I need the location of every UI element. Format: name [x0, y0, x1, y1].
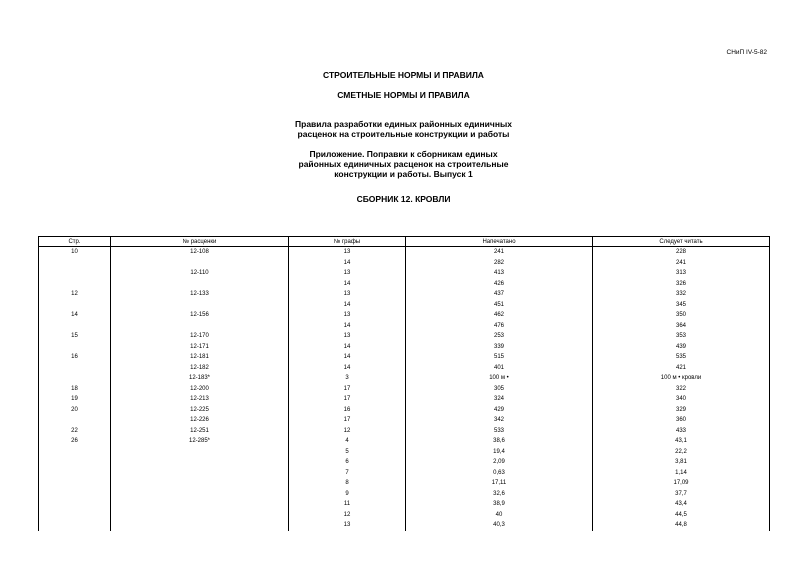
cell-should-read: 326 — [593, 279, 770, 290]
table-row — [39, 268, 770, 279]
cell-rate — [111, 258, 289, 269]
cell-should-read: 360 — [593, 415, 770, 426]
cell-should-read: 535 — [593, 352, 770, 363]
cell-column: 4 — [289, 436, 406, 447]
cell-rate — [111, 478, 289, 489]
cell-printed: 476 — [406, 321, 593, 332]
table-row — [39, 426, 770, 437]
rules-heading — [0, 119, 807, 139]
cell-rate — [111, 447, 289, 458]
title-line: СТРОИТЕЛЬНЫЕ НОРМЫ И ПРАВИЛА — [323, 70, 484, 80]
cell-page: 12 — [39, 289, 111, 300]
table-row — [39, 499, 770, 510]
cell-column: 17 — [289, 384, 406, 395]
table-row — [39, 489, 770, 500]
cell-column: 13 — [289, 268, 406, 279]
cell-column: 17 — [289, 415, 406, 426]
cell-should-read: 329 — [593, 405, 770, 416]
table-row — [39, 363, 770, 374]
cell-column: 14 — [289, 363, 406, 374]
table-body — [39, 247, 770, 531]
cell-page — [39, 415, 111, 426]
cell-rate — [111, 300, 289, 311]
table-row — [39, 510, 770, 521]
cell-page: 20 — [39, 405, 111, 416]
cell-printed: 305 — [406, 384, 593, 395]
doc-subtitle — [0, 90, 807, 100]
cell-should-read: 44,5 — [593, 510, 770, 521]
cell-rate: 12-226 — [111, 415, 289, 426]
table-row — [39, 405, 770, 416]
table-row — [39, 289, 770, 300]
cell-rate: 12-108 — [111, 247, 289, 258]
cell-should-read: 313 — [593, 268, 770, 279]
cell-column: 7 — [289, 468, 406, 479]
cell-should-read: 364 — [593, 321, 770, 332]
cell-page — [39, 520, 111, 531]
cell-rate — [111, 457, 289, 468]
table-row — [39, 331, 770, 342]
cell-rate: 12-225 — [111, 405, 289, 416]
cell-should-read: 43,4 — [593, 499, 770, 510]
cell-rate: 12-171 — [111, 342, 289, 353]
cell-should-read: 340 — [593, 394, 770, 405]
cell-should-read: 350 — [593, 310, 770, 321]
corrections-table — [38, 236, 770, 531]
rules-line: Правила разработки единых районных единичных — [295, 119, 512, 129]
collection-heading — [0, 194, 807, 204]
table-row — [39, 436, 770, 447]
cell-page — [39, 268, 111, 279]
cell-page — [39, 373, 111, 384]
cell-should-read: 353 — [593, 331, 770, 342]
cell-rate: 12-285* — [111, 436, 289, 447]
cell-printed: 515 — [406, 352, 593, 363]
cell-printed: 2,09 — [406, 457, 593, 468]
table-row — [39, 258, 770, 269]
doc-title — [0, 70, 807, 80]
cell-should-read: 17,09 — [593, 478, 770, 489]
cell-page — [39, 447, 111, 458]
cell-column: 14 — [289, 300, 406, 311]
cell-page: 19 — [39, 394, 111, 405]
cell-printed: 429 — [406, 405, 593, 416]
cell-rate: 12-170 — [111, 331, 289, 342]
cell-should-read: 3,81 — [593, 457, 770, 468]
cell-should-read: 421 — [593, 363, 770, 374]
table-row — [39, 310, 770, 321]
col-header-page: Стр. — [39, 237, 111, 247]
cell-page — [39, 478, 111, 489]
cell-rate: 12-110 — [111, 268, 289, 279]
cell-page — [39, 468, 111, 479]
cell-printed: 462 — [406, 310, 593, 321]
cell-should-read: 345 — [593, 300, 770, 311]
cell-column: 14 — [289, 352, 406, 363]
cell-page — [39, 363, 111, 374]
cell-page — [39, 342, 111, 353]
table-row — [39, 447, 770, 458]
cell-printed: 38,9 — [406, 499, 593, 510]
cell-should-read: 433 — [593, 426, 770, 437]
appendix-line: Приложение. Поправки к сборникам единых — [309, 149, 498, 159]
cell-page: 22 — [39, 426, 111, 437]
cell-rate: 12-182 — [111, 363, 289, 374]
cell-column: 13 — [289, 247, 406, 258]
cell-page: 10 — [39, 247, 111, 258]
table-row — [39, 279, 770, 290]
cell-should-read: 37,7 — [593, 489, 770, 500]
cell-column: 12 — [289, 426, 406, 437]
table-row — [39, 300, 770, 311]
cell-printed: 451 — [406, 300, 593, 311]
cell-rate: 12-181 — [111, 352, 289, 363]
cell-column: 8 — [289, 478, 406, 489]
cell-column: 13 — [289, 289, 406, 300]
appendix-line: районных единичных расценок на строительные — [298, 159, 509, 169]
col-header-printed: Напечатано — [406, 237, 593, 247]
cell-page: 18 — [39, 384, 111, 395]
cell-should-read: 332 — [593, 289, 770, 300]
rules-line: расценок на строительные конструкции и работы — [297, 129, 510, 139]
cell-rate — [111, 321, 289, 332]
cell-page: 15 — [39, 331, 111, 342]
cell-should-read: 228 — [593, 247, 770, 258]
cell-rate — [111, 489, 289, 500]
table-header-row — [39, 237, 770, 247]
cell-page — [39, 510, 111, 521]
cell-printed: 40 — [406, 510, 593, 521]
table-row — [39, 373, 770, 384]
appendix-heading — [0, 149, 807, 179]
cell-printed: 40,3 — [406, 520, 593, 531]
cell-rate: 12-251 — [111, 426, 289, 437]
cell-column: 13 — [289, 331, 406, 342]
cell-rate — [111, 520, 289, 531]
cell-printed: 413 — [406, 268, 593, 279]
cell-page — [39, 300, 111, 311]
cell-page — [39, 499, 111, 510]
table-row — [39, 520, 770, 531]
cell-printed: 339 — [406, 342, 593, 353]
collection-line: СБОРНИК 12. КРОВЛИ — [356, 194, 451, 204]
subtitle-line: СМЕТНЫЕ НОРМЫ И ПРАВИЛА — [337, 90, 470, 100]
cell-column: 14 — [289, 321, 406, 332]
cell-column: 17 — [289, 394, 406, 405]
cell-printed: 19,4 — [406, 447, 593, 458]
cell-column: 9 — [289, 489, 406, 500]
table-row — [39, 352, 770, 363]
cell-column: 14 — [289, 258, 406, 269]
col-header-should-read: Следует читать — [593, 237, 770, 247]
appendix-line: конструкции и работы. Выпуск 1 — [334, 169, 473, 179]
cell-rate: 12-156 — [111, 310, 289, 321]
table-row — [39, 384, 770, 395]
cell-column: 14 — [289, 342, 406, 353]
cell-column: 16 — [289, 405, 406, 416]
cell-page — [39, 258, 111, 269]
cell-printed: 324 — [406, 394, 593, 405]
cell-rate — [111, 468, 289, 479]
cell-should-read: 43,1 — [593, 436, 770, 447]
cell-column: 6 — [289, 457, 406, 468]
cell-page: 16 — [39, 352, 111, 363]
table-row — [39, 342, 770, 353]
cell-page — [39, 321, 111, 332]
table-row — [39, 247, 770, 258]
cell-should-read: 1,14 — [593, 468, 770, 479]
cell-column: 11 — [289, 499, 406, 510]
table-row — [39, 394, 770, 405]
col-header-rate: № расценки — [111, 237, 289, 247]
cell-printed: 100 м • — [406, 373, 593, 384]
cell-printed: 282 — [406, 258, 593, 269]
cell-column: 14 — [289, 279, 406, 290]
cell-should-read: 322 — [593, 384, 770, 395]
cell-page: 14 — [39, 310, 111, 321]
cell-printed: 253 — [406, 331, 593, 342]
document-code: СНиП IV-5-82 — [726, 49, 767, 56]
cell-column: 5 — [289, 447, 406, 458]
table-row — [39, 415, 770, 426]
cell-page — [39, 279, 111, 290]
table-row — [39, 457, 770, 468]
table-row — [39, 468, 770, 479]
cell-column: 3 — [289, 373, 406, 384]
cell-printed: 533 — [406, 426, 593, 437]
cell-rate: 12-183* — [111, 373, 289, 384]
col-header-column: № графы — [289, 237, 406, 247]
cell-printed: 401 — [406, 363, 593, 374]
cell-should-read: 100 м • кровли — [593, 373, 770, 384]
cell-printed: 38,6 — [406, 436, 593, 447]
cell-page: 26 — [39, 436, 111, 447]
cell-should-read: 241 — [593, 258, 770, 269]
cell-printed: 32,6 — [406, 489, 593, 500]
cell-printed: 342 — [406, 415, 593, 426]
cell-should-read: 22,2 — [593, 447, 770, 458]
cell-printed: 426 — [406, 279, 593, 290]
cell-printed: 0,63 — [406, 468, 593, 479]
table-row — [39, 478, 770, 489]
cell-printed: 437 — [406, 289, 593, 300]
table-row — [39, 321, 770, 332]
cell-rate: 12-133 — [111, 289, 289, 300]
cell-printed: 241 — [406, 247, 593, 258]
cell-rate — [111, 279, 289, 290]
cell-page — [39, 457, 111, 468]
cell-page — [39, 489, 111, 500]
cell-printed: 17,11 — [406, 478, 593, 489]
cell-rate — [111, 499, 289, 510]
cell-rate — [111, 510, 289, 521]
cell-column: 13 — [289, 310, 406, 321]
cell-should-read: 44,8 — [593, 520, 770, 531]
cell-should-read: 439 — [593, 342, 770, 353]
cell-column: 13 — [289, 520, 406, 531]
cell-column: 12 — [289, 510, 406, 521]
cell-rate: 12-200 — [111, 384, 289, 395]
cell-rate: 12-213 — [111, 394, 289, 405]
